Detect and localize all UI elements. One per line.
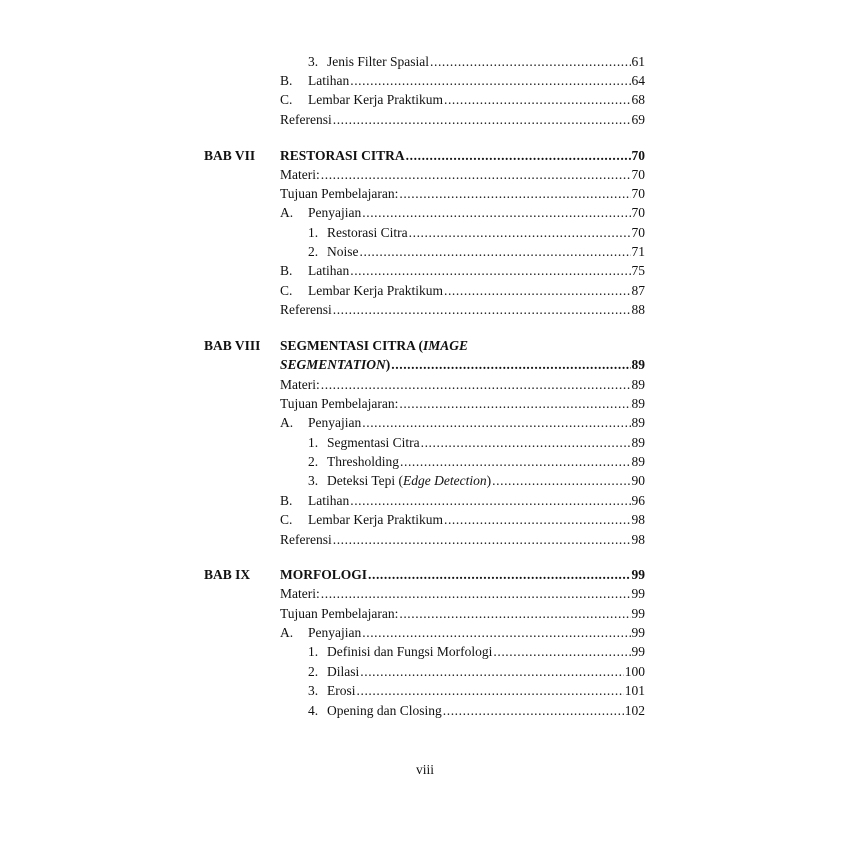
dot-leader — [362, 414, 630, 432]
entry-page: 98 — [631, 512, 645, 527]
toc-entry[interactable] — [308, 682, 645, 700]
entry-label: Dilasi — [327, 664, 360, 679]
entry-label: Noise — [327, 244, 359, 259]
entry-page: 89 — [631, 377, 645, 392]
toc-entry[interactable] — [280, 185, 645, 203]
toc-entry[interactable] — [308, 53, 645, 71]
toc-entry[interactable] — [280, 111, 645, 129]
entry-page: 64 — [631, 73, 645, 88]
entry-label: Segmentasi Citra — [327, 435, 420, 450]
dot-leader — [492, 472, 630, 490]
entry-page: 89 — [631, 435, 645, 450]
entry-label: Lembar Kerja Praktikum — [308, 512, 443, 527]
entry-page: 99 — [631, 625, 645, 640]
toc-entry[interactable] — [280, 166, 645, 184]
toc-entry[interactable] — [280, 282, 645, 300]
entry-page: 70 — [631, 167, 645, 182]
entry-label: Materi: — [280, 586, 320, 601]
entry-page: 71 — [631, 244, 645, 259]
entry-label-pre: Deteksi Tepi ( — [327, 473, 404, 488]
chapter-number: BAB IX — [204, 567, 251, 582]
entry-page: 89 — [631, 396, 645, 411]
dot-leader — [321, 585, 631, 603]
entry-label: Tujuan Pembelajaran: — [280, 186, 399, 201]
entry-label: Latihan — [308, 493, 350, 508]
dot-leader — [421, 434, 631, 452]
entry-label-post: ) — [486, 473, 492, 488]
chapter-title-entry[interactable] — [280, 147, 645, 165]
chapter-title-entry[interactable] — [280, 566, 645, 584]
chapter-title-post: ) — [385, 357, 391, 372]
entry-page: 89 — [631, 454, 645, 469]
toc-entry[interactable] — [280, 204, 645, 222]
chapter-title-line2 — [280, 356, 390, 374]
entry-marker: A. — [280, 205, 294, 220]
dot-leader — [399, 395, 630, 413]
dot-leader — [400, 453, 631, 471]
entry-page: 99 — [631, 644, 645, 659]
entry-marker: A. — [280, 625, 294, 640]
entry-marker: 4. — [308, 703, 319, 718]
toc-entry[interactable] — [280, 585, 645, 603]
toc-entry[interactable] — [308, 434, 645, 452]
entry-label: Referensi — [280, 302, 332, 317]
entry-page: 70 — [631, 205, 645, 220]
entry-marker: A. — [280, 415, 294, 430]
entry-label: Referensi — [280, 112, 332, 127]
chapter-title-entry[interactable] — [280, 356, 645, 374]
entry-page: 99 — [631, 586, 645, 601]
entry-label: Tujuan Pembelajaran: — [280, 606, 399, 621]
dot-leader — [399, 185, 630, 203]
entry-label: Restorasi Citra — [327, 225, 408, 240]
dot-leader — [333, 301, 631, 319]
entry-label: Tujuan Pembelajaran: — [280, 396, 399, 411]
entry-page: 89 — [631, 415, 645, 430]
entry-page: 99 — [631, 567, 645, 582]
entry-page: 68 — [631, 92, 645, 107]
entry-marker: 3. — [308, 54, 319, 69]
toc-entry[interactable] — [280, 605, 645, 623]
chapter-title-italic: SEGMENTATION — [280, 357, 386, 372]
dot-leader — [391, 356, 630, 374]
toc-entry[interactable] — [280, 376, 645, 394]
chapter-number: BAB VII — [204, 148, 256, 163]
toc-entry[interactable] — [308, 224, 645, 242]
entry-marker: B. — [280, 263, 293, 278]
toc-entry[interactable] — [280, 531, 645, 549]
toc-entry[interactable] — [308, 702, 645, 720]
entry-label: Lembar Kerja Praktikum — [308, 92, 443, 107]
entry-marker: 2. — [308, 454, 319, 469]
chapter-title-italic: IMAGE — [423, 338, 469, 353]
entry-label: Penyajian — [308, 205, 362, 220]
entry-marker: 2. — [308, 664, 319, 679]
toc-entry[interactable] — [280, 395, 645, 413]
dot-leader — [368, 566, 631, 584]
dot-leader — [430, 53, 631, 71]
entry-label: Latihan — [308, 263, 350, 278]
chapter-title-pre: SEGMENTASI CITRA ( — [280, 338, 424, 353]
toc-entry[interactable] — [280, 624, 645, 642]
entry-label: Jenis Filter Spasial — [327, 54, 429, 69]
entry-label: Latihan — [308, 73, 350, 88]
toc-entry[interactable] — [280, 492, 645, 510]
entry-page: 100 — [624, 664, 645, 679]
entry-label: Opening dan Closing — [327, 703, 442, 718]
toc-entry[interactable] — [280, 72, 645, 90]
dot-leader — [333, 531, 631, 549]
dot-leader — [350, 262, 630, 280]
entry-marker: 1. — [308, 225, 319, 240]
dot-leader — [360, 243, 631, 261]
entry-label: Thresholding — [327, 454, 399, 469]
entry-label: Materi: — [280, 167, 320, 182]
entry-marker: B. — [280, 493, 293, 508]
dot-leader — [406, 147, 631, 165]
dot-leader — [321, 376, 631, 394]
entry-label — [327, 472, 491, 490]
dot-leader — [350, 72, 630, 90]
entry-label: Definisi dan Fungsi Morfologi — [327, 644, 493, 659]
dot-leader — [409, 224, 631, 242]
chapter-number: BAB VIII — [204, 338, 261, 353]
entry-label: Lembar Kerja Praktikum — [308, 283, 443, 298]
dot-leader — [362, 204, 630, 222]
entry-label: Referensi — [280, 532, 332, 547]
entry-page: 75 — [631, 263, 645, 278]
dot-leader — [360, 663, 624, 681]
dot-leader — [321, 166, 631, 184]
chapter-title: RESTORASI CITRA — [280, 148, 405, 163]
dot-leader — [357, 682, 624, 700]
page-number: viii — [415, 762, 434, 777]
dot-leader — [399, 605, 630, 623]
toc-entry[interactable] — [280, 301, 645, 319]
dot-leader — [350, 492, 630, 510]
entry-page: 88 — [631, 302, 645, 317]
dot-leader — [362, 624, 630, 642]
entry-marker: 3. — [308, 683, 319, 698]
toc-entry[interactable] — [308, 453, 645, 471]
entry-page: 70 — [631, 186, 645, 201]
entry-page: 70 — [631, 148, 645, 163]
entry-page: 87 — [631, 283, 645, 298]
toc-entry[interactable] — [308, 643, 645, 661]
dot-leader — [444, 511, 631, 529]
entry-marker: 3. — [308, 473, 319, 488]
entry-label: Erosi — [327, 683, 356, 698]
entry-label-italic: Edge Detection — [403, 473, 487, 488]
entry-page: 69 — [631, 112, 645, 127]
entry-marker: B. — [280, 73, 293, 88]
entry-page: 89 — [631, 357, 645, 372]
entry-page: 61 — [631, 54, 645, 69]
entry-label: Materi: — [280, 377, 320, 392]
dot-leader — [443, 702, 624, 720]
entry-page: 96 — [631, 493, 645, 508]
toc-entry[interactable] — [280, 91, 645, 109]
entry-page: 90 — [631, 473, 645, 488]
entry-marker: 1. — [308, 644, 319, 659]
entry-page: 98 — [631, 532, 645, 547]
entry-label: Penyajian — [308, 625, 362, 640]
dot-leader — [333, 111, 631, 129]
entry-page: 102 — [624, 703, 645, 718]
entry-marker: C. — [280, 283, 293, 298]
entry-marker: 1. — [308, 435, 319, 450]
entry-page: 99 — [631, 606, 645, 621]
toc-entry[interactable] — [308, 472, 645, 490]
dot-leader — [444, 91, 631, 109]
entry-page: 70 — [631, 225, 645, 240]
entry-marker: C. — [280, 512, 293, 527]
entry-label: Penyajian — [308, 415, 362, 430]
dot-leader — [493, 643, 630, 661]
dot-leader — [444, 282, 631, 300]
toc-entry[interactable] — [280, 414, 645, 432]
chapter-title-line1[interactable] — [280, 337, 645, 355]
toc-entry[interactable] — [308, 663, 645, 681]
entry-marker: 2. — [308, 244, 319, 259]
toc-entry[interactable] — [308, 243, 645, 261]
chapter-title: MORFOLOGI — [280, 567, 367, 582]
entry-page: 101 — [624, 683, 645, 698]
entry-marker: C. — [280, 92, 293, 107]
toc-entry[interactable] — [280, 262, 645, 280]
toc-entry[interactable] — [280, 511, 645, 529]
